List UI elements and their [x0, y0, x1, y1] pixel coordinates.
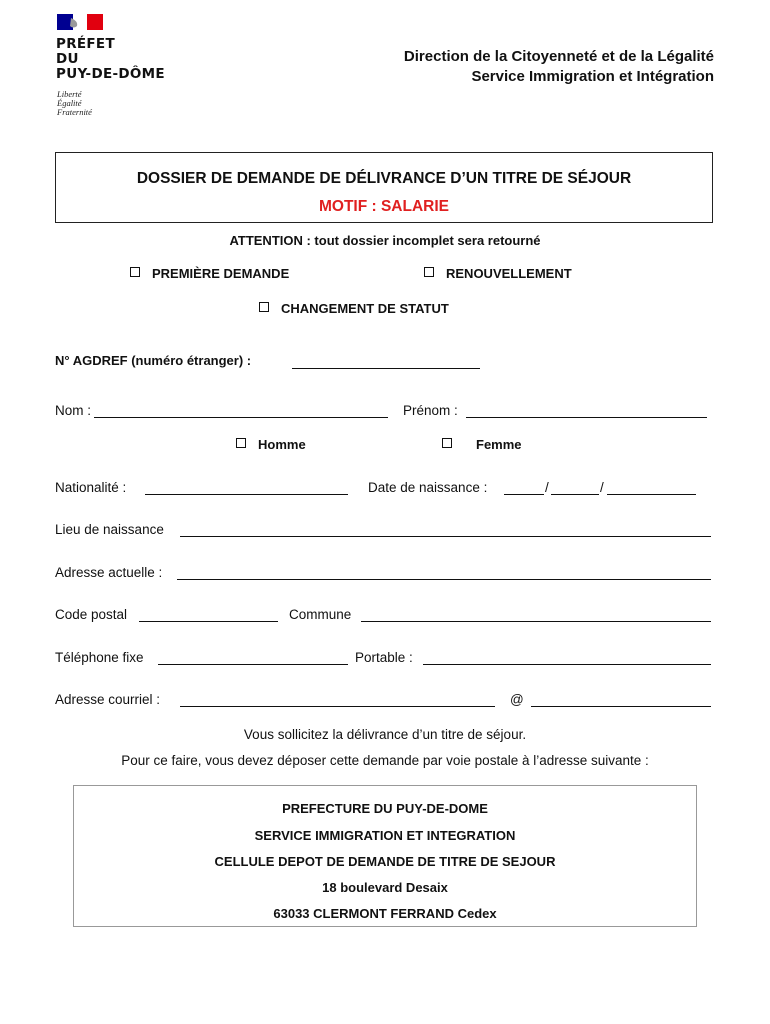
option-changement-statut[interactable] — [259, 301, 449, 316]
date-separator-2: / — [600, 480, 604, 495]
department-header — [404, 47, 714, 87]
adresse-courriel-label: Adresse courriel : — [55, 692, 161, 707]
header-service: Service Immigration et Intégration — [471, 68, 714, 85]
attention-notice: ATTENTION : tout dossier incomplet sera retourné — [229, 233, 541, 248]
option-femme[interactable] — [442, 437, 522, 452]
checkbox-renouvellement[interactable] — [424, 267, 434, 277]
adresse-actuelle-field[interactable] — [177, 579, 711, 580]
date-separator-1: / — [545, 480, 549, 495]
header-direction: Direction de la Citoyenneté et de la Légalité — [403, 48, 714, 65]
agdref-label: N° AGDREF (numéro étranger) : — [55, 353, 252, 368]
nom-field[interactable] — [94, 417, 388, 418]
logo-line-2: DU — [56, 51, 79, 67]
logo-motto — [57, 90, 92, 117]
address-line-5: 63033 CLERMONT FERRAND Cedex — [273, 906, 497, 921]
courriel-domain-field[interactable] — [531, 706, 711, 707]
date-naissance-label: Date de naissance : — [368, 480, 488, 495]
title-box — [55, 152, 713, 223]
adresse-actuelle-label: Adresse actuelle : — [55, 565, 163, 580]
commune-field[interactable] — [361, 621, 711, 622]
logo-line-1: PRÉFET — [56, 36, 115, 52]
telephone-fixe-label: Téléphone fixe — [55, 650, 144, 665]
republique-francaise-flag-icon — [57, 14, 103, 30]
label-changement-statut: CHANGEMENT DE STATUT — [281, 301, 449, 316]
date-naissance-jour-field[interactable] — [504, 494, 544, 495]
agdref-field[interactable] — [292, 368, 480, 369]
checkbox-femme[interactable] — [442, 438, 452, 448]
portable-field[interactable] — [423, 664, 711, 665]
option-premiere-demande[interactable] — [130, 266, 289, 281]
courriel-user-field[interactable] — [180, 706, 495, 707]
postal-address-box — [73, 785, 697, 927]
commune-label: Commune — [289, 607, 352, 622]
logo-line-3: PUY-DE-DÔME — [56, 66, 165, 82]
checkbox-homme[interactable] — [236, 438, 246, 448]
address-line-1: PREFECTURE DU PUY-DE-DOME — [282, 801, 488, 816]
info-line-1: Vous sollicitez la délivrance d’un titre de séjour. — [243, 727, 527, 742]
address-line-4: 18 boulevard Desaix — [322, 880, 448, 895]
telephone-fixe-field[interactable] — [158, 664, 348, 665]
lieu-naissance-label: Lieu de naissance — [55, 522, 164, 537]
checkbox-premiere-demande[interactable] — [130, 267, 140, 277]
prenom-field[interactable] — [466, 417, 707, 418]
date-naissance-mois-field[interactable] — [551, 494, 599, 495]
label-premiere-demande: PREMIÈRE DEMANDE — [152, 266, 290, 281]
prefet-logo-text — [56, 37, 165, 82]
checkbox-changement-statut[interactable] — [259, 302, 269, 312]
at-sign: @ — [510, 692, 524, 707]
motto-egalite: Égalité — [57, 98, 82, 108]
nationalite-field[interactable] — [145, 494, 348, 495]
motto-liberte: Liberté — [57, 89, 82, 99]
label-homme: Homme — [258, 437, 306, 452]
address-line-2: SERVICE IMMIGRATION ET INTEGRATION — [254, 828, 516, 843]
label-renouvellement: RENOUVELLEMENT — [446, 266, 572, 281]
portable-label: Portable : — [355, 650, 413, 665]
address-line-3: CELLULE DEPOT DE DEMANDE DE TITRE DE SEJOUR — [214, 854, 556, 869]
code-postal-field[interactable] — [139, 621, 278, 622]
code-postal-label: Code postal — [55, 607, 128, 622]
motto-fraternite: Fraternité — [57, 107, 92, 117]
motif-label: MOTIF : SALARIE — [318, 198, 450, 215]
option-homme[interactable] — [236, 437, 306, 452]
option-renouvellement[interactable] — [424, 266, 572, 281]
label-femme: Femme — [476, 437, 522, 452]
info-line-2: Pour ce faire, vous devez déposer cette demande par voie postale à l’adresse suivante : — [121, 753, 649, 768]
prenom-label: Prénom : — [403, 403, 458, 418]
nom-label: Nom : — [55, 403, 92, 418]
lieu-naissance-field[interactable] — [180, 536, 711, 537]
nationalite-label: Nationalité : — [55, 480, 127, 495]
date-naissance-annee-field[interactable] — [607, 494, 696, 495]
document-title: DOSSIER DE DEMANDE DE DÉLIVRANCE D’UN TITRE DE SÉJOUR — [136, 170, 632, 187]
